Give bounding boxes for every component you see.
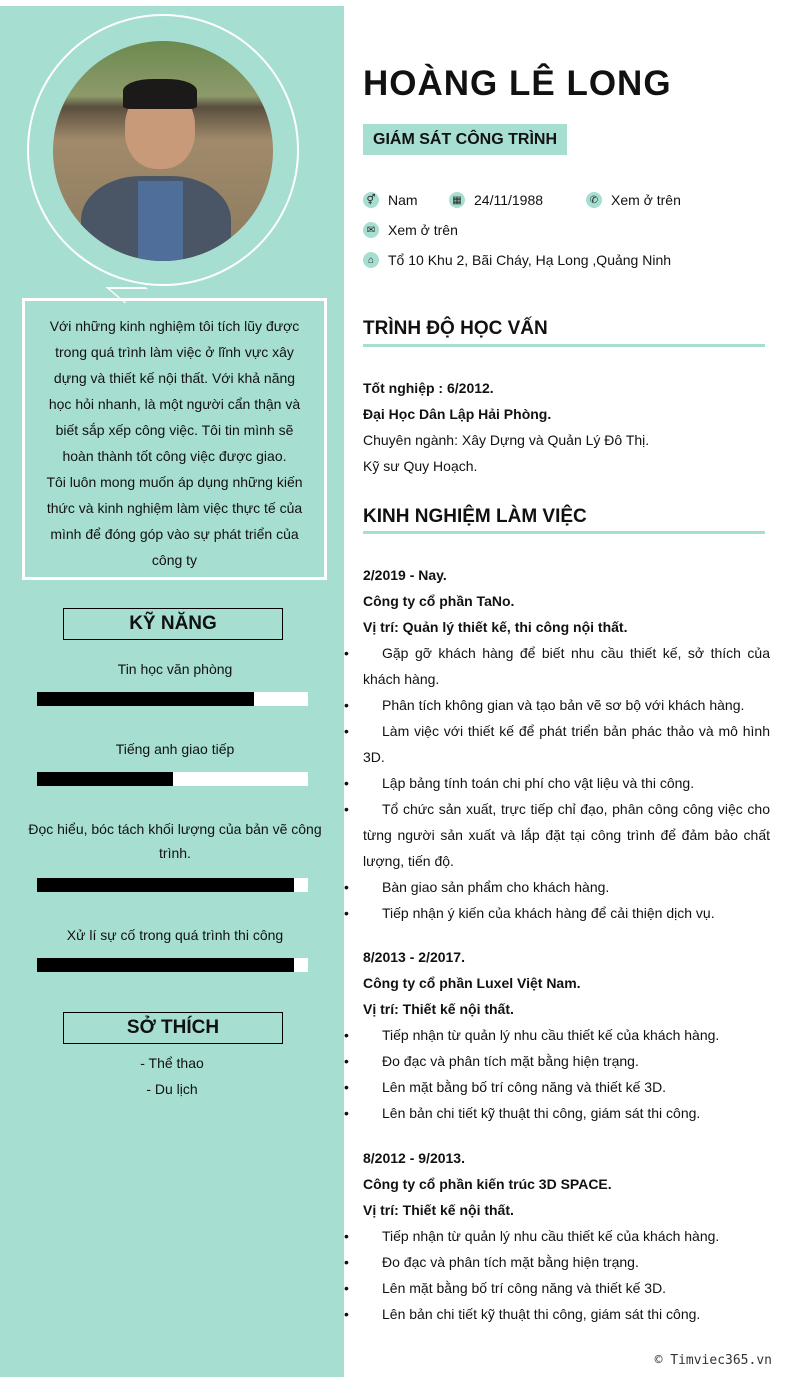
job-block [363, 1145, 770, 1327]
skill-label: Xử lí sự cố trong quá trình thi công [66, 927, 284, 943]
gender-icon: ⚥ [363, 192, 379, 208]
school: Đại Học Dân Lập Hải Phòng. [363, 406, 552, 422]
job-role: Vị trí: Thiết kế nội thất. [363, 1202, 514, 1218]
job-period: 2/2019 - Nay. [363, 567, 447, 583]
home-icon: ⌂ [363, 252, 379, 268]
skill-bar [37, 878, 308, 892]
skill-label: Tiếng anh giao tiếp [115, 741, 235, 757]
job-company: Công ty cổ phần TaNo. [363, 593, 515, 609]
skill-label: Tin học văn phòng [117, 661, 233, 677]
calendar-icon: ▦ [449, 192, 465, 208]
skill-bar [37, 772, 308, 786]
task-list [363, 640, 770, 926]
task-item: • Đo đạc và phân tích mặt bằng hiện trạng. [363, 1048, 770, 1074]
hobbies-heading: SỞ THÍCH [63, 1012, 283, 1044]
experience-heading: KINH NGHIỆM LÀM VIỆC [363, 506, 587, 527]
candidate-name: HOÀNG LÊ LONG [363, 64, 672, 103]
task-item: • Lên mặt bằng bố trí công năng và thiết kế 3D. [363, 1275, 770, 1301]
education-block [363, 375, 770, 479]
skill-bar-fill [37, 958, 294, 972]
job-period: 8/2013 - 2/2017. [363, 949, 465, 965]
objective-text-2: Tôi luôn mong muốn áp dụng những kiến thức và kinh nghiệm làm việc thực tế của mình để đóng góp vào sự phát triển của công ty [46, 474, 303, 568]
objective-box [22, 298, 327, 580]
task-item: • Tổ chức sản xuất, trực tiếp chỉ đạo, phân công công việc cho từng người sản xuất và lắp đặt tại công trình để đảm bảo chất lượng, tiến độ. [363, 796, 770, 874]
graduation: Tốt nghiệp : 6/2012. [363, 380, 494, 396]
task-item: • Lên bản chi tiết kỹ thuật thi công, giám sát thi công. [363, 1100, 770, 1126]
skill-bar [37, 958, 308, 972]
task-item: • Bàn giao sản phẩm cho khách hàng. [363, 874, 770, 900]
address-info [363, 252, 671, 268]
task-list [363, 1022, 770, 1126]
divider [363, 344, 765, 347]
email-info [363, 222, 458, 238]
task-item: • Đo đạc và phân tích mặt bằng hiện trạng. [363, 1249, 770, 1275]
email-value: Xem ở trên [388, 222, 458, 238]
job-title: GIÁM SÁT CÔNG TRÌNH [363, 124, 567, 155]
phone-info [586, 192, 681, 208]
task-item: • Gặp gỡ khách hàng để biết nhu cầu thiết kế, sở thích của khách hàng. [363, 640, 770, 692]
divider [363, 531, 765, 534]
job-role: Vị trí: Quản lý thiết kế, thi công nội thất. [363, 619, 628, 635]
phone-value: Xem ở trên [611, 192, 681, 208]
hobby-item: - Thể thao [140, 1055, 204, 1071]
task-item: • Lên bản chi tiết kỹ thuật thi công, giám sát thi công. [363, 1301, 770, 1327]
gender-value: Nam [388, 192, 418, 208]
objective-text: Với những kinh nghiệm tôi tích lũy được trong quá trình làm việc ở lĩnh vực xây dựng và thiết kế nội thất. Với khả năng học hỏi nhanh, là một người cẩn thận và biết sắp xếp công việc. Tôi tin mình sẽ hoàn thành tốt công việc được giao. [48, 318, 301, 464]
avatar-photo [53, 41, 273, 261]
task-item: • Lên mặt bằng bố trí công năng và thiết kế 3D. [363, 1074, 770, 1100]
task-item: • Phân tích không gian và tạo bản vẽ sơ bộ với khách hàng. [363, 692, 770, 718]
hobby-item: - Du lịch [146, 1081, 198, 1097]
address-value: Tổ 10 Khu 2, Bãi Cháy, Hạ Long ,Quảng Ninh [388, 252, 672, 268]
skill-bar-fill [37, 692, 254, 706]
task-list [363, 1223, 770, 1327]
birthday-info [449, 192, 543, 208]
degree: Kỹ sư Quy Hoạch. [363, 458, 478, 474]
job-role: Vị trí: Thiết kế nội thất. [363, 1001, 514, 1017]
phone-icon: ✆ [586, 192, 602, 208]
skill-bar-fill [37, 772, 173, 786]
skill-bar-fill [37, 878, 294, 892]
job-block [363, 944, 770, 1126]
education-heading: TRÌNH ĐỘ HỌC VẤN [363, 318, 548, 339]
task-item: • Tiếp nhận từ quản lý nhu cầu thiết kế của khách hàng. [363, 1022, 770, 1048]
task-item: • Tiếp nhận ý kiến của khách hàng để cải thiện dịch vụ. [363, 900, 770, 926]
job-block [363, 562, 770, 926]
job-period: 8/2012 - 9/2013. [363, 1150, 465, 1166]
footer-credit: © Timviec365.vn [654, 1353, 772, 1368]
skill-bar [37, 692, 308, 706]
task-item: • Làm việc với thiết kế để phát triển bản phác thảo và mô hình 3D. [363, 718, 770, 770]
gender-info [363, 192, 418, 208]
skills-heading: KỸ NĂNG [63, 608, 283, 640]
job-company: Công ty cổ phần kiến trúc 3D SPACE. [363, 1176, 612, 1192]
task-item: • Tiếp nhận từ quản lý nhu cầu thiết kế của khách hàng. [363, 1223, 770, 1249]
email-icon: ✉ [363, 222, 379, 238]
skill-label: Đọc hiểu, bóc tách khối lượng của bản vẽ công trình. [28, 821, 322, 861]
birthday-value: 24/11/1988 [474, 192, 544, 208]
task-item: • Lập bảng tính toán chi phí cho vật liệu và thi công. [363, 770, 770, 796]
job-company: Công ty cổ phần Luxel Việt Nam. [363, 975, 581, 991]
major: Chuyên ngành: Xây Dựng và Quản Lý Đô Thị. [363, 432, 650, 448]
